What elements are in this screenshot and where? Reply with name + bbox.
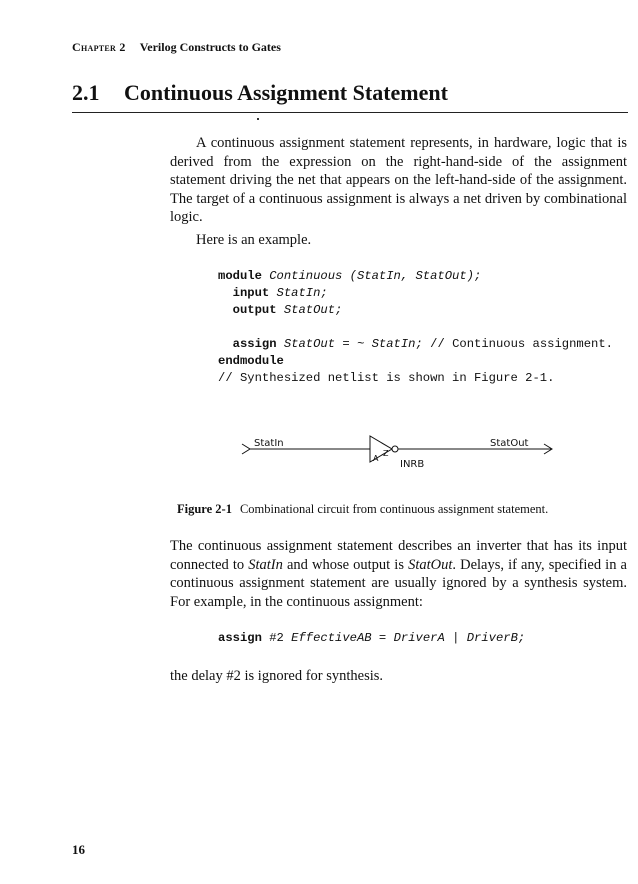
code-delay: #2 — [261, 631, 292, 645]
paragraph-inverter — [170, 537, 627, 611]
code-operand-a: DriverA — [393, 631, 445, 645]
para3-text-2: and whose output is — [282, 556, 409, 573]
code-keyword: assign — [218, 631, 262, 645]
code-keyword: endmodule — [218, 354, 284, 368]
code-keyword: input — [232, 286, 270, 300]
pin-a-label: A — [373, 454, 379, 463]
para3-text-3: . Delays, if any, specified in a continuous assignment statement are usually ignored by a synthesis system. For example, in the continuous assignment: — [170, 556, 627, 610]
paragraph-example: Here is an example. — [196, 232, 312, 248]
code-text: StatOut = ~ StatIn; — [276, 337, 431, 351]
output-label: StatOut — [490, 438, 529, 449]
code-block-module — [218, 268, 613, 387]
inverter-bubble-icon — [392, 446, 398, 452]
section-title: Continuous Assignment Statement — [124, 80, 448, 105]
input-label: StatIn — [254, 438, 284, 449]
code-keyword: output — [232, 303, 277, 317]
section-number: 2.1 — [72, 80, 100, 105]
figure-caption-label: Figure 2-1 — [177, 502, 232, 516]
code-text: StatOut; — [276, 303, 343, 317]
heading-mark — [257, 118, 259, 120]
section-heading — [72, 80, 448, 106]
code-block-assign — [218, 630, 525, 647]
code-text: StatIn; — [269, 286, 328, 300]
page-number: 16 — [72, 842, 85, 857]
code-text: Continuous (StatIn, StatOut); — [261, 269, 482, 283]
para3-text-1: The continuous assignment statement describes an inverter that has its input connected to — [170, 538, 627, 573]
code-operand-b: DriverB; — [466, 631, 526, 645]
chapter-title: Verilog Constructs to Gates — [139, 40, 281, 54]
code-comment: // Synthesized netlist is shown in Figure 2-1. — [218, 371, 555, 385]
code-target: EffectiveAB — [291, 631, 372, 645]
code-operator: = — [371, 631, 394, 645]
figure-caption-text: Combinational circuit from continuous assignment statement. — [239, 502, 549, 516]
input-arrow-icon — [242, 444, 250, 454]
paragraph-intro: A continuous assignment statement represents, in hardware, logic that is derived from the expression on the right-hand-side of the assignment statement driving the net that appears on the left-hand-side of the assignment. The target of a continuous assignment is always a net driven by combinational logic. — [170, 135, 627, 226]
code-or-operator: | — [444, 631, 467, 645]
paragraph-delay: the delay #2 is ignored for synthesis. — [170, 668, 384, 684]
code-comment: // Continuous assignment. — [430, 337, 613, 351]
figure-caption — [177, 502, 548, 517]
pin-z-label: Z — [383, 449, 389, 458]
chapter-label: Chapter 2 — [72, 40, 126, 54]
para3-emphasis-1: StatIn — [248, 556, 283, 573]
heading-rule — [72, 112, 628, 113]
code-keyword: assign — [232, 337, 277, 351]
figure-inverter-diagram — [236, 430, 566, 476]
code-keyword: module — [218, 269, 262, 283]
para3-emphasis-2: StatOut — [408, 556, 453, 573]
gate-name-label: INRB — [400, 459, 425, 470]
running-head — [72, 40, 281, 55]
